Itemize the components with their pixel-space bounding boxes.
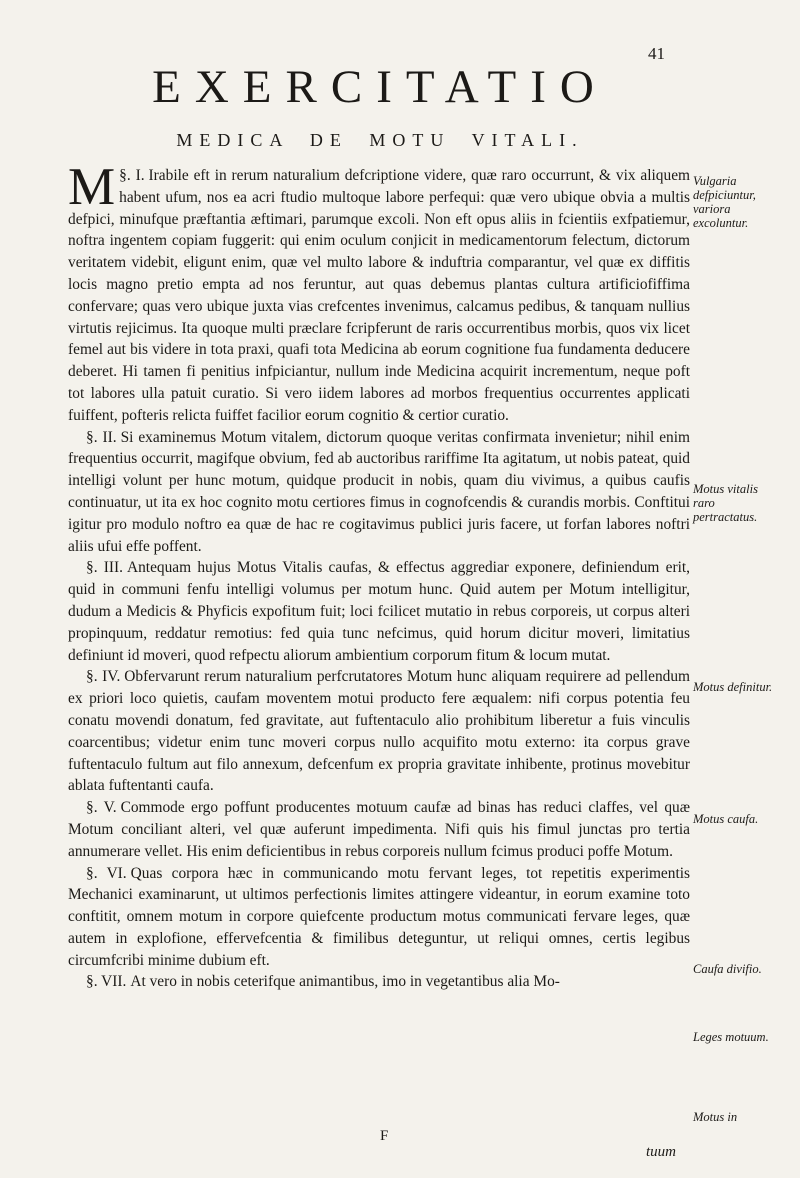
signature-mark: F [380, 1128, 389, 1144]
margin-note: Motus definitur. [693, 680, 773, 694]
section-number: §. II. [86, 428, 117, 446]
section-number: §. III. [86, 559, 123, 577]
paragraph-section-4 [68, 666, 690, 797]
drop-capital: M [68, 158, 116, 216]
section-number: §. V. [86, 799, 117, 817]
margin-note: Vulgaria defpiciuntur, variora excoluntur. [693, 174, 756, 230]
margin-note: Motus caufa. [693, 812, 759, 826]
page-title: EXERCITATIO [152, 61, 608, 113]
paragraph-section-6 [68, 863, 690, 972]
margin-note: Leges motuum. [693, 1030, 769, 1044]
margin-note: Motus vitalis raro pertractatus. [693, 482, 758, 524]
main-text [68, 158, 691, 993]
margin-note: Motus in [693, 1110, 738, 1124]
paragraph-text: Commode ergo poffunt producentes motuum caufæ ad binas has reduci claffes, vel quæ Motum conciliant alteri, vel quæ auferunt impedimenta. Nifi quis his fimul junctas pro tertia annumerare vellet. His enim deficientibus in rebus corporeis nullum fcimus produci poffe Motum. [68, 799, 690, 860]
section-number: §. I. [119, 167, 145, 184]
section-number: §. IV. [86, 668, 121, 686]
paragraph-text: Quas corpora hæc in communicando motu fervant leges, tot repetitis experimentis Mechanici examinarunt, ut ultimos perfectionis limites attingere videantur, in eorum examine toto conftitit, omnem motum in corpore quiefcente productum motus communicati fervare leges, quæ autem in explofione, effervefcentia & fimilibus deteguntur, ut reliqui omnes, certis legibus circumfcribi minime dubium eft. [68, 864, 691, 969]
paragraph-text: Irabile eft in rerum naturalium defcriptione videre, quæ raro occurrunt, & vix aliquem habent ufum, nos ea acri ftudio multoque labore perfequi: quæ vero ubique obvia a multis defpici, minufque præftantia æftimari, parumque excoli. Non eft opus aliis in fcientiis exfpatiemur, noftra ingentem copiam fuggerit: qui enim oculum conjicit in medicamentorum felectum, dictorum veritatem videbit, eligunt enim, quæ vel multo labore & induftria comparantur, vel quæ ex diffitis locis magno pretio empta ad nos feruntur, aut quas debemus plantas cultura artificiofiffima confervare; quas vero ubique juxta vias crefcentes invenimus, calcamus pedibus, & tanquam nullius virtutis rejicimus. Ita quoque multi præclare fcripferunt de raris occurrentibus morbis, quos vix licet femel aut bis videre in tota praxi, quafi tota Medicina ab eorum cognitione fua fundamenta deducere deberet. Hi tamen fi penitius infpiciantur, nullum inde Medicina acquirit incrementum, neque poft tot labores ulla patuit curatio. Si vero iidem labores ad morbos frequentius occurrentes applicati fuiffent, pofteris relicta fuiffet facilior eorum cognitio & certior curatio. [68, 167, 690, 424]
paragraph-section-1 [68, 158, 690, 427]
paragraph-section-3 [68, 557, 690, 666]
margin-note: Caufa divifio. [693, 962, 762, 976]
paragraph-text: Obfervarunt rerum naturalium perfcrutatores Motum hunc aliquam requirere ad pellendum ex priori loco quietis, caufam moventem motui producto fere æqualem: nifi corpus potentia feu conatu movendi donatum, fed gravitate, aut fuftentaculo alio prohibitum liberetur a fuis vinculis coarcentibus; videtur enim tunc moveri corpus nullo acquifito motu externo: ita corpus grave fuftentaculo fultum aut filo annexum, defcenfum ex propria gravitate inhibente, protinus movebitur ablata fuftentanti caufa. [68, 668, 690, 795]
paragraph-section-2 [68, 427, 690, 558]
page-number: 41 [648, 44, 665, 63]
paragraph-section-7 [68, 971, 690, 993]
page-subtitle: MEDICA DE MOTU VITALI. [176, 130, 584, 150]
catchword: tuum [646, 1144, 676, 1160]
paragraph-text: At vero in nobis ceterifque animantibus, imo in vegetantibus alia Mo- [130, 973, 560, 991]
paragraph-section-5 [68, 797, 690, 862]
section-number: §. VII. [86, 973, 127, 991]
section-number: §. VI. [86, 864, 127, 882]
paragraph-text: Antequam hujus Motus Vitalis caufas, & effectus aggrediar exponere, definiendum erit, quid in communi fenfu intelligi volumus per motum hunc. Quid autem per Motum intelligitur, dudum a Medicis & Phyficis expofitum fuit; loci fcilicet mutatio in rebus corporeis, ut corpus alteri propinquum, reddatur remotius: fed quia tunc nefcimus, quid horum dicitur moveri, limitatius definiunt id moveri, quod refpectu aliorum ambientium corporum fitum & locum mutat. [68, 559, 690, 664]
paragraph-text: Si examinemus Motum vitalem, dictorum quoque veritas confirmata invenietur; nihil enim frequentius occurrit, magifque obvium, fed ab auctoribus rariffime Ita agitatum, ut nobis pateat, quid intelligi volunt per hunc motum, quidque producit in nobis, quam diu vivimus, a quibus caufis continuatur, ut ita ex hoc cognito motu certiores fimus in cognofcendis & curandis morbis. Conftitui igitur pro modulo noftro ea quæ de hac re cogitavimus publici juris facere, ut forfan labores noftri aliis ufui effe poffent. [68, 428, 690, 555]
